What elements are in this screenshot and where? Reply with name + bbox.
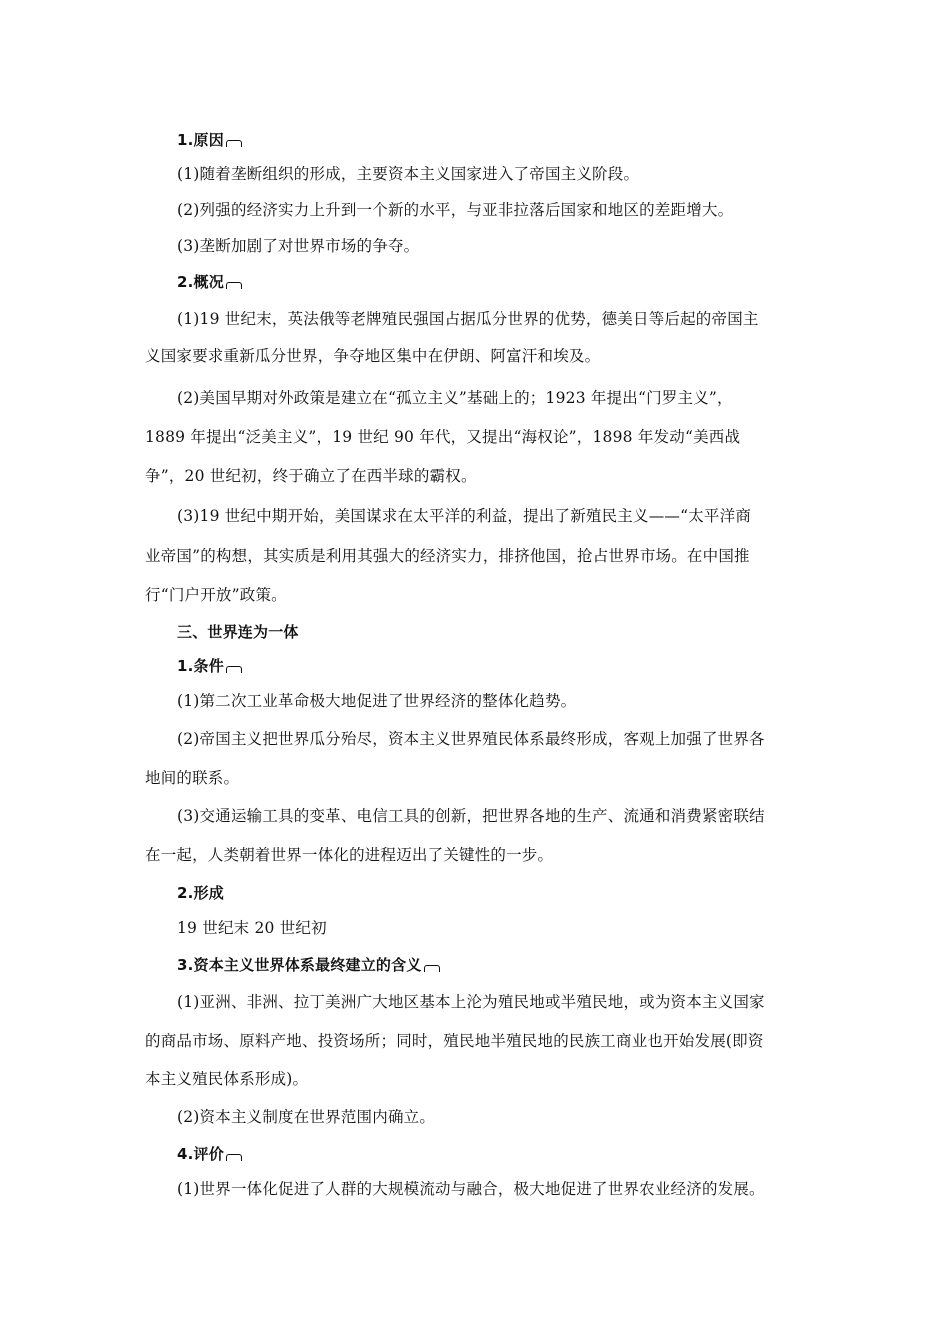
meaning-item-1-line-2: 的商品市场、原料产地、投资场所；同时，殖民地半殖民地的民族工商业也开始发展(即资: [145, 1032, 764, 1050]
overview-item-3-line-2: 业帝国”的构想，其实质是利用其强大的经济实力，排挤他国，抢占世界市场。在中国推: [145, 547, 750, 565]
heading-evaluation-text: 4.评价: [177, 1145, 224, 1163]
overview-item-3-line-3: 行“门户开放”政策。: [145, 586, 287, 604]
heading-meaning-text: 3.资本主义世界体系最终建立的含义: [177, 956, 422, 974]
overview-item-3-line-1: (3)19 世纪中期开始，美国谋求在太平洋的利益，提出了新殖民主义——“太平洋商: [177, 507, 752, 525]
overview-item-2-line-1: (2)美国早期对外政策是建立在“孤立主义”基础上的；1923 年提出“门罗主义”，: [177, 389, 733, 407]
causes-item-2: (2)列强的经济实力上升到一个新的水平，与亚非拉落后国家和地区的差距增大。: [177, 201, 734, 219]
conditions-item-3-line-2: 在一起，人类朝着世界一体化的进程迈出了关键性的一步。: [145, 846, 554, 864]
blank-mark-icon: [226, 666, 242, 673]
blank-mark-icon: [226, 282, 242, 289]
overview-item-1-line-1: (1)19 世纪末，英法俄等老牌殖民强国占据瓜分世界的优势，德美日等后起的帝国主: [177, 310, 759, 328]
conditions-item-2-line-2: 地间的联系。: [145, 769, 240, 787]
heading-conditions: [177, 656, 242, 676]
overview-item-1-line-2: 义国家要求重新瓜分世界，争夺地区集中在伊朗、阿富汗和埃及。: [145, 347, 601, 365]
heading-meaning: [177, 955, 440, 975]
blank-mark-icon: [226, 1154, 242, 1161]
heading-causes-text: 1.原因: [177, 131, 224, 149]
section-3-title: 三、世界连为一体: [177, 623, 299, 641]
meaning-item-1-line-3: 本主义殖民体系形成)。: [145, 1070, 309, 1088]
heading-conditions-text: 1.条件: [177, 657, 224, 675]
blank-mark-icon: [226, 140, 242, 147]
causes-item-1: (1)随着垄断组织的形成，主要资本主义国家进入了帝国主义阶段。: [177, 165, 640, 183]
meaning-item-2: (2)资本主义制度在世界范围内确立。: [177, 1108, 436, 1126]
conditions-item-3-line-1: (3)交通运输工具的变革、电信工具的创新，把世界各地的生产、流通和消费紧密联结: [177, 807, 765, 825]
evaluation-item-1: (1)世界一体化促进了人群的大规模流动与融合，极大地促进了世界农业经济的发展。: [177, 1180, 765, 1198]
heading-formation: 2.形成: [177, 884, 224, 902]
causes-item-3: (3)垄断加剧了对世界市场的争夺。: [177, 237, 420, 255]
formation-text: 19 世纪末 20 世纪初: [177, 919, 327, 937]
meaning-item-1-line-1: (1)亚洲、非洲、拉丁美洲广大地区基本上沦为殖民地或半殖民地，或为资本主义国家: [177, 993, 765, 1011]
heading-overview: [177, 272, 242, 292]
conditions-item-2-line-1: (2)帝国主义把世界瓜分殆尽，资本主义世界殖民体系最终形成，客观上加强了世界各: [177, 730, 765, 748]
conditions-item-1: (1)第二次工业革命极大地促进了世界经济的整体化趋势。: [177, 692, 577, 710]
overview-item-2-line-3: 争”，20 世纪初，终于确立了在西半球的霸权。: [145, 467, 477, 485]
heading-evaluation: [177, 1144, 242, 1164]
heading-overview-text: 2.概况: [177, 273, 224, 291]
overview-item-2-line-2: 1889 年提出“泛美主义”，19 世纪 90 年代，又提出“海权论”，1898 年发动“美西战: [145, 428, 741, 446]
heading-causes: [177, 130, 242, 150]
blank-mark-icon: [424, 965, 440, 972]
